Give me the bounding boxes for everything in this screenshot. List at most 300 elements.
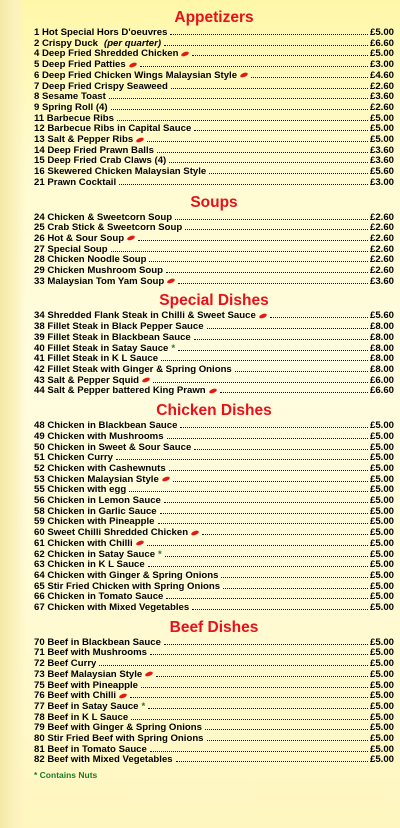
menu-item	[34, 365, 394, 376]
dot-leader	[220, 392, 368, 393]
menu-item-name-text: 67 Chicken with Mixed Vegetables	[34, 603, 190, 614]
menu-item	[34, 713, 394, 724]
dot-leader	[153, 382, 368, 383]
menu-item-price: £3.00	[369, 59, 394, 71]
menu-item-name-text: 16 Skewered Chicken Malaysian Style	[34, 167, 207, 178]
menu-item-name-text: 15 Deep Fried Crab Claws (4)	[34, 156, 167, 167]
chili-icon	[191, 529, 199, 536]
menu-item	[34, 311, 394, 322]
menu-item-price: £3.60	[369, 144, 394, 156]
menu-item-price: £8.00	[369, 321, 394, 333]
menu-item-name-text: 9 Spring Roll (4)	[34, 102, 108, 113]
dot-leader	[170, 34, 368, 35]
dot-leader	[178, 350, 368, 351]
menu-item	[34, 571, 394, 582]
chili-icon	[208, 387, 216, 394]
menu-sections	[34, 8, 394, 766]
menu-item-name-text: 51 Chicken Curry	[34, 453, 113, 464]
dot-leader	[111, 109, 368, 110]
menu-item-name-text: 26 Hot & Sour Soup	[34, 233, 125, 244]
menu-item	[34, 277, 394, 288]
menu-item-price: £5.00	[369, 743, 394, 755]
menu-item-name	[34, 146, 154, 157]
menu-item-price: £5.00	[369, 668, 394, 680]
menu-item-name-text: 11 Barbecue Ribs	[34, 113, 114, 124]
menu-item-name	[34, 245, 108, 256]
menu-item-name	[34, 638, 161, 649]
menu-item-name	[34, 550, 162, 561]
menu-item	[34, 28, 394, 39]
section-title: Appetizers	[174, 9, 254, 26]
menu-item-price: £5.00	[369, 473, 394, 485]
menu-item	[34, 485, 394, 496]
chili-icon	[240, 72, 248, 79]
menu-item-name-text: 55 Chicken with egg	[34, 485, 127, 496]
menu-item-price: £5.00	[369, 484, 394, 496]
menu-item-price: £2.60	[369, 265, 394, 277]
menu-item-name	[34, 92, 106, 103]
menu-item-name-text: 14 Deep Fried Prawn Balls	[34, 145, 154, 156]
dot-leader	[169, 162, 368, 163]
menu-item-name	[34, 365, 232, 376]
dot-leader	[99, 665, 368, 666]
menu-item	[34, 135, 394, 146]
dot-leader	[148, 566, 368, 567]
menu-item	[34, 213, 394, 224]
menu-item-name	[34, 603, 189, 614]
dot-leader	[167, 438, 368, 439]
menu-item-name-text: 7 Deep Fried Crispy Seaweed	[34, 81, 168, 92]
dot-leader	[207, 740, 368, 741]
menu-item-price: £6.60	[369, 37, 394, 49]
menu-item	[34, 178, 394, 189]
menu-item-name-text: 12 Barbecue Ribs in Capital Sauce	[34, 124, 192, 135]
menu-item	[34, 702, 394, 713]
menu-item-price: £5.00	[369, 420, 394, 432]
menu-item-name-text: 5 Deep Fried Patties	[34, 60, 126, 71]
menu-item-price: £5.60	[369, 166, 394, 178]
menu-item-name-text: 48 Chicken in Blackbean Sauce	[34, 421, 178, 432]
menu-item-name	[34, 28, 167, 39]
menu-item-name-text: 38 Fillet Steak in Black Pepper Sauce	[34, 322, 204, 333]
menu-item-name-text: 75 Beef with Pineapple	[34, 680, 138, 691]
menu-item-name-text: 24 Chicken & Sweetcorn Soup	[34, 212, 173, 223]
menu-item-name	[34, 82, 168, 93]
dot-leader	[149, 261, 368, 262]
menu-item-name-text: 56 Chicken in Lemon Sauce	[34, 496, 161, 507]
menu-item-name	[34, 266, 163, 277]
menu-item-name-text: 53 Chicken Malaysian Style	[34, 474, 159, 485]
menu-item	[34, 223, 394, 234]
menu-item	[34, 453, 394, 464]
menu-item-price: £5.00	[369, 559, 394, 571]
menu-item-price: £5.00	[369, 548, 394, 560]
menu-item-name	[34, 560, 145, 571]
menu-item-name	[34, 103, 108, 114]
menu-item-name-text: 58 Chicken in Garlic Sauce	[34, 506, 157, 517]
menu-item	[34, 723, 394, 734]
menu-item-price: £3.00	[369, 176, 394, 188]
menu-item	[34, 49, 394, 60]
menu-item-name-text: 29 Chicken Mushroom Soup	[34, 266, 164, 277]
dot-leader	[166, 272, 368, 273]
menu-item-price: £2.60	[369, 101, 394, 113]
menu-item	[34, 146, 394, 157]
menu-item	[34, 659, 394, 670]
menu-item-name-text: 1 Hot Special Hors D'oeuvres	[34, 28, 168, 38]
menu-item-price: £6.00	[369, 374, 394, 386]
menu-item-price: £3.60	[369, 155, 394, 167]
menu-item	[34, 681, 394, 692]
menu-item	[34, 745, 394, 756]
dot-leader	[270, 317, 368, 318]
dot-leader	[205, 729, 368, 730]
menu-item-price: £2.60	[369, 211, 394, 223]
menu-item-price: £5.00	[369, 123, 394, 135]
dot-leader	[131, 719, 368, 720]
menu-item-list	[34, 28, 394, 189]
dot-leader	[157, 152, 368, 153]
menu-item-name	[34, 114, 114, 125]
dot-leader	[165, 556, 368, 557]
menu-item-name	[34, 670, 153, 681]
menu-item-price: £5.60	[369, 310, 394, 322]
dot-leader	[117, 120, 368, 121]
menu-item-price: £8.00	[369, 342, 394, 354]
menu-item	[34, 333, 394, 344]
menu-item	[34, 603, 394, 614]
menu-item	[34, 354, 394, 365]
menu-item-price: £5.00	[369, 754, 394, 766]
dot-leader	[192, 609, 368, 610]
section-title: Soups	[190, 193, 238, 211]
menu-item-price: £5.00	[369, 569, 394, 581]
menu-item-price: £5.00	[369, 134, 394, 146]
menu-item-list	[34, 638, 394, 766]
menu-item-price: £4.60	[369, 69, 394, 81]
dot-leader	[173, 481, 368, 482]
menu-item-name	[34, 344, 175, 355]
dot-leader	[150, 751, 368, 752]
menu-item-name	[34, 60, 137, 71]
menu-item-name	[34, 135, 144, 146]
dot-leader	[138, 240, 368, 241]
menu-item-price: £6.60	[369, 385, 394, 397]
menu-item-name	[34, 702, 145, 713]
menu-item	[34, 71, 394, 82]
menu-item-name-text: 42 Fillet Steak with Ginger & Spring Onions	[34, 364, 232, 375]
menu-item-name-text: 41 Fillet Steak in K L Sauce	[34, 354, 159, 365]
menu-item	[34, 376, 394, 387]
menu-item-name-text: 66 Chicken in Tomato Sauce	[34, 592, 164, 603]
menu-item	[34, 344, 394, 355]
menu-item-name-text: 77 Beef in Satay Sauce	[34, 701, 139, 712]
menu-item-price: £5.00	[369, 647, 394, 659]
menu-item-name-text: 6 Deep Fried Chicken Wings Malaysian Style	[34, 70, 238, 81]
menu-item	[34, 755, 394, 766]
menu-item-name	[34, 376, 150, 387]
menu-item-name	[34, 311, 267, 322]
menu-item-name	[34, 592, 163, 603]
menu-item-name-text: 43 Salt & Pepper Squid	[34, 375, 140, 386]
menu-item	[34, 114, 394, 125]
menu-item-name	[34, 178, 116, 189]
menu-item-name	[34, 745, 147, 756]
dot-leader	[164, 502, 368, 503]
menu-item-name	[34, 234, 135, 245]
menu-item-name	[34, 421, 177, 432]
contains-nuts-icon: *	[171, 343, 176, 354]
menu-item	[34, 124, 394, 135]
chili-icon	[127, 235, 135, 242]
contains-nuts-icon: *	[141, 701, 146, 712]
menu-item-price: £3.60	[369, 91, 394, 103]
menu-item-name	[34, 755, 173, 766]
menu-item-name	[34, 648, 147, 659]
menu-item-name	[34, 333, 191, 344]
menu-item-name-text: 2 Crispy Duck	[34, 38, 98, 49]
dot-leader	[147, 545, 368, 546]
menu-item	[34, 432, 394, 443]
chili-icon	[145, 671, 153, 678]
menu-item-price: £5.00	[369, 527, 394, 539]
chili-icon	[161, 476, 169, 483]
menu-item-name	[34, 432, 164, 443]
contains-nuts-icon: *	[158, 549, 162, 560]
menu-item-name	[34, 71, 248, 82]
dot-leader	[150, 654, 368, 655]
menu-item-name-text: 72 Beef Curry	[34, 659, 97, 670]
menu-item	[34, 550, 394, 561]
menu-item-price: £8.00	[369, 331, 394, 343]
dot-leader	[129, 491, 368, 492]
dot-leader	[194, 130, 368, 131]
dot-leader	[235, 371, 368, 372]
menu-item	[34, 648, 394, 659]
dot-leader	[156, 676, 368, 677]
menu-item	[34, 92, 394, 103]
menu-item	[34, 386, 394, 397]
dot-leader	[176, 761, 368, 762]
menu-item-name-text: 73 Beef Malaysian Style	[34, 669, 143, 680]
menu-item	[34, 638, 394, 649]
section-title: Chicken Dishes	[156, 402, 272, 420]
menu-item	[34, 266, 394, 277]
menu-item-name-text: 52 Chicken with Cashewnuts	[34, 463, 166, 474]
menu-item	[34, 734, 394, 745]
menu-item-name	[34, 681, 138, 692]
menu-item-price: £8.00	[369, 353, 394, 365]
dot-leader	[158, 523, 368, 524]
menu-item-list	[34, 213, 394, 288]
menu-item-name-text: 81 Beef in Tomato Sauce	[34, 744, 147, 755]
menu-item-price: £2.60	[369, 222, 394, 234]
menu-item-name-text: 34 Shredded Flank Steak in Chilli & Sweet Sauce	[34, 311, 256, 322]
dot-leader	[161, 360, 368, 361]
menu-item-name	[34, 464, 166, 475]
menu-item	[34, 60, 394, 71]
menu-item-note: (per quarter)	[104, 38, 162, 49]
menu-item-name-text: 33 Malaysian Tom Yam Soup	[34, 276, 165, 287]
menu-item	[34, 528, 394, 539]
menu-item-name-text: 40 Fillet Steak in Satay Sauce	[34, 343, 169, 354]
menu-item-price: £5.00	[369, 580, 394, 592]
menu-item-name-text: 60 Sweet Chilli Shredded Chicken	[34, 528, 189, 539]
menu-item-name-text: 28 Chicken Noodle Soup	[34, 255, 147, 266]
menu-item	[34, 592, 394, 603]
chili-icon	[119, 692, 127, 699]
menu-item	[34, 539, 394, 550]
menu-item-name	[34, 517, 155, 528]
menu-item-price: £3.60	[369, 275, 394, 287]
menu-item	[34, 39, 394, 50]
dot-leader	[221, 577, 368, 578]
dot-leader	[169, 470, 368, 471]
menu-item-name	[34, 386, 217, 397]
menu-item-price: £5.00	[369, 48, 394, 60]
dot-leader	[130, 697, 368, 698]
menu-item-price: £5.00	[369, 441, 394, 453]
menu-item-price: £5.00	[369, 679, 394, 691]
chili-icon	[258, 312, 266, 319]
menu-item-name-text: 61 Chicken with Chilli	[34, 538, 133, 549]
menu-item-name	[34, 322, 204, 333]
dot-leader	[194, 339, 368, 340]
menu-item-price: £5.00	[369, 711, 394, 723]
menu-item-name	[34, 453, 113, 464]
menu-item-name-text: 82 Beef with Mixed Vegetables	[34, 755, 173, 766]
dot-leader	[192, 55, 368, 56]
menu-item-price: £5.00	[369, 495, 394, 507]
menu-item-name-text: 13 Salt & Pepper Ribs	[34, 135, 134, 146]
menu-item-name-text: 49 Chicken with Mushrooms	[34, 431, 164, 442]
chili-icon	[135, 540, 143, 547]
menu-item	[34, 245, 394, 256]
menu-item	[34, 496, 394, 507]
dot-leader	[171, 88, 368, 89]
dot-leader	[202, 534, 368, 535]
menu-item-name	[34, 39, 161, 50]
menu-item	[34, 443, 394, 454]
menu-item-name-text: 44 Salt & Pepper battered King Prawn	[34, 386, 206, 397]
menu-item	[34, 691, 394, 702]
menu-item-price: £5.00	[369, 658, 394, 670]
menu-item-price: £5.00	[369, 722, 394, 734]
menu-item-price: £5.00	[369, 700, 394, 712]
menu-item-name-text: 27 Special Soup	[34, 244, 108, 255]
menu-item-name	[34, 734, 204, 745]
section-title: Special Dishes	[159, 292, 269, 310]
menu-item-name-text: 65 Stir Fried Chicken with Spring Onions	[34, 581, 221, 592]
dot-leader	[148, 708, 368, 709]
menu-item-name	[34, 539, 144, 550]
menu-item-name-text: 39 Fillet Steak in Blackbean Sauce	[34, 332, 191, 343]
menu-item	[34, 234, 394, 245]
menu-item-name	[34, 582, 220, 593]
dot-leader	[164, 45, 368, 46]
menu-item-price: £5.00	[369, 636, 394, 648]
menu-item-name	[34, 213, 172, 224]
menu-item-list	[34, 421, 394, 614]
menu-item-name-text: 59 Chicken with Pineapple	[34, 517, 155, 528]
menu-item-price: £5.00	[369, 602, 394, 614]
menu-item-name-text: 78 Beef in K L Sauce	[34, 712, 129, 723]
menu-item-price: £5.00	[369, 430, 394, 442]
menu-item	[34, 322, 394, 333]
menu-item-name	[34, 528, 199, 539]
menu-item-name	[34, 277, 175, 288]
menu-item	[34, 255, 394, 266]
menu-item-name-text: 76 Beef with Chilli	[34, 691, 117, 702]
menu-item-name	[34, 354, 158, 365]
dot-leader	[175, 219, 368, 220]
menu-item	[34, 156, 394, 167]
menu-item-name-text: 63 Chicken in K L Sauce	[34, 560, 145, 571]
dot-leader	[160, 513, 368, 514]
menu-item-list	[34, 311, 394, 397]
dot-leader	[178, 283, 368, 284]
menu-item	[34, 582, 394, 593]
dot-leader	[166, 598, 368, 599]
menu-item-name	[34, 571, 218, 582]
menu-item-price: £5.00	[369, 690, 394, 702]
menu-item-name-text: 50 Chicken in Sweet & Sour Sauce	[34, 442, 192, 453]
menu-item-name	[34, 713, 128, 724]
dot-leader	[164, 644, 368, 645]
menu-item-price: £5.00	[369, 112, 394, 124]
menu-item-price: £5.00	[369, 516, 394, 528]
chili-icon	[167, 278, 175, 285]
menu-item-price: £5.00	[369, 505, 394, 517]
menu-item-name-text: 70 Beef in Blackbean Sauce	[34, 637, 161, 648]
menu-item-name	[34, 485, 126, 496]
dot-leader	[194, 449, 368, 450]
menu-item-price: £8.00	[369, 363, 394, 375]
menu-item-name-text: 4 Deep Fried Shredded Chicken	[34, 49, 179, 60]
menu-item-name	[34, 255, 146, 266]
chili-icon	[136, 136, 144, 143]
menu-item-name-text: 80 Stir Fried Beef with Spring Onions	[34, 734, 204, 745]
menu-item-name	[34, 496, 161, 507]
chili-icon	[128, 61, 136, 68]
menu-item-name-text: 25 Crab Stick & Sweetcorn Soup	[34, 223, 183, 234]
dot-leader	[116, 459, 368, 460]
menu-item-name-text: 71 Beef with Mushrooms	[34, 648, 148, 659]
chili-icon	[181, 50, 189, 57]
menu-item-price: £2.60	[369, 243, 394, 255]
chili-icon	[142, 377, 150, 384]
menu-item-name	[34, 124, 191, 135]
menu-item	[34, 103, 394, 114]
menu-item	[34, 167, 394, 178]
menu-item-price: £5.00	[369, 452, 394, 464]
menu-item-name-text: 8 Sesame Toast	[34, 92, 106, 103]
menu-item	[34, 421, 394, 432]
menu-item	[34, 507, 394, 518]
menu-item	[34, 464, 394, 475]
dot-leader	[147, 141, 368, 142]
dot-leader	[180, 427, 368, 428]
menu-item-price: £5.00	[369, 462, 394, 474]
menu-item-name	[34, 691, 127, 702]
menu-item-price: £2.60	[369, 232, 394, 244]
menu-item-price: £2.60	[369, 254, 394, 266]
menu-item-price: £5.00	[369, 591, 394, 603]
dot-leader	[119, 184, 368, 185]
menu-item-name	[34, 156, 166, 167]
menu-item-name-text: 62 Chicken in Satay Sauce	[34, 549, 156, 560]
dot-leader	[141, 687, 368, 688]
